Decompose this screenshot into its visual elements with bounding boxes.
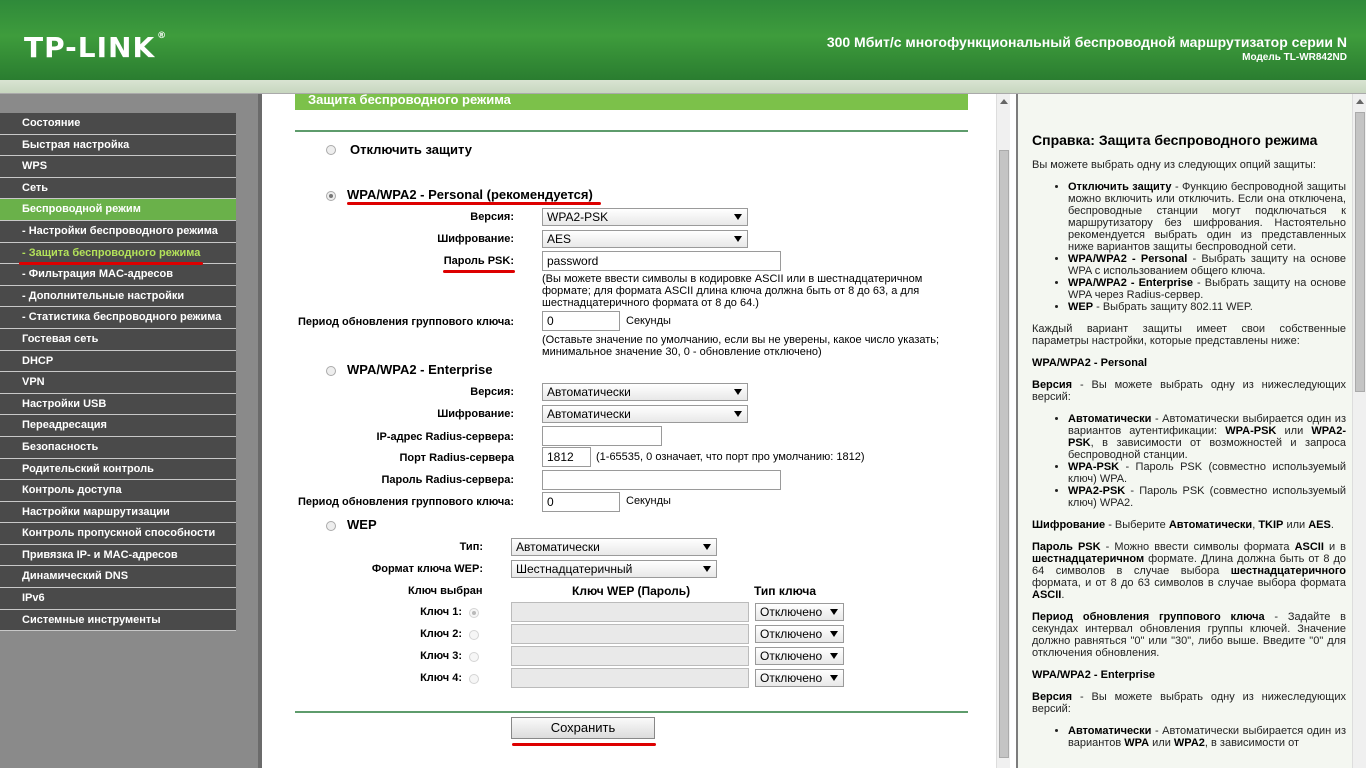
sidebar — [0, 94, 262, 768]
list-item: • WPA2-PSK - Пароль PSK (совместно используемый ключ) WPA2. — [1068, 485, 1346, 509]
option-personal-label: WPA/WPA2 - Personal (рекомендуется) — [347, 187, 593, 202]
list-item: • Автоматически - Автоматически выбирается один из вариантов аутентификации: WPA-PSK или WPA2-PSK, в зависимости от возможностей и запроса беспроводной станции. — [1068, 413, 1346, 461]
radius-port-label: Порт Radius-сервера — [399, 452, 514, 464]
sidebar-item-guest-network[interactable]: Гостевая сеть — [0, 329, 236, 351]
save-button[interactable]: Сохранить — [511, 717, 655, 739]
enterprise-version-select[interactable]: Автоматически — [542, 383, 748, 401]
chevron-down-icon — [734, 236, 742, 242]
sidebar-item-routing[interactable]: Настройки маршрутизации — [0, 502, 236, 524]
list-item: • Автоматически - Автоматически выбирается один из вариантов WPA или WPA2, в зависимости от — [1068, 725, 1346, 749]
chevron-down-icon — [830, 653, 838, 659]
personal-period-input[interactable]: 0 — [542, 311, 620, 331]
sidebar-item-status[interactable]: Состояние — [0, 113, 236, 135]
sidebar-item-quick-setup[interactable]: Быстрая настройка — [0, 135, 236, 157]
wep-key3-type-select[interactable]: Отключено — [755, 647, 844, 665]
scroll-up-icon[interactable] — [1356, 99, 1364, 104]
help-each: Каждый вариант защиты имеет свои собственные параметры настройки, которые представлены ниже: — [1032, 323, 1346, 347]
wep-type-label: Тип: — [459, 541, 483, 553]
page-title: Защита беспроводного режима — [295, 94, 968, 110]
sidebar-item-wireless-stats[interactable]: - Статистика беспроводного режима — [0, 307, 236, 329]
model-label: Модель TL-WR842ND — [1242, 52, 1347, 63]
highlight-underline — [347, 202, 601, 205]
sidebar-item-ipv6[interactable]: IPv6 — [0, 588, 236, 610]
radio-personal[interactable] — [326, 191, 336, 201]
help-personal-head: WPA/WPA2 - Personal — [1032, 357, 1148, 369]
wep-key4-type-select[interactable]: Отключено — [755, 669, 844, 687]
sidebar-item-wireless-security[interactable]: - Защита беспроводного режима — [0, 243, 236, 265]
personal-version-select[interactable]: WPA2-PSK — [542, 208, 748, 226]
psk-label: Пароль PSK: — [443, 255, 514, 267]
help-versions-list — [1054, 413, 1346, 509]
chevron-down-icon — [703, 544, 711, 550]
sidebar-item-security[interactable]: Безопасность — [0, 437, 236, 459]
wep-key4-radio[interactable] — [469, 674, 479, 684]
sidebar-item-wireless[interactable]: Беспроводной режим — [0, 199, 236, 221]
personal-seconds-label: Секунды — [626, 315, 671, 327]
enterprise-period-input[interactable]: 0 — [542, 492, 620, 512]
list-item: • WPA/WPA2 - Personal - Выбрать защиту на основе WPA с использованием общего ключа. — [1068, 253, 1346, 277]
header — [0, 0, 1366, 80]
wep-key3-input[interactable] — [511, 646, 749, 666]
sidebar-item-bandwidth[interactable]: Контроль пропускной способности — [0, 523, 236, 545]
divider — [295, 711, 968, 713]
help-psk: Пароль PSK - Можно ввести символы формата ASCII и в шестнадцатеричном формате. Длина должна быть от 8 до 64 символов в случае выбора шестнадцатеричного формата, и от 8 до 63 символов в случае выбора формата ASCII. — [1032, 541, 1346, 601]
wep-col-type: Тип ключа — [754, 584, 817, 598]
help-panel — [1016, 94, 1352, 768]
tp-link-logo: TP-LINK ® — [24, 31, 168, 64]
radius-pass-label: Пароль Radius-сервера: — [381, 474, 514, 486]
option-enterprise-label: WPA/WPA2 - Enterprise — [347, 362, 493, 377]
radio-enterprise[interactable] — [326, 366, 336, 376]
list-item: • WEP - Выбрать защиту 802.11 WEP. — [1068, 301, 1346, 313]
radius-ip-input[interactable] — [542, 426, 662, 446]
sidebar-item-forwarding[interactable]: Переадресация — [0, 415, 236, 437]
divider — [295, 130, 968, 132]
enterprise-period-label: Период обновления группового ключа: — [297, 496, 514, 508]
help-version2: Версия - Вы можете выбрать одну из нижеследующих версий: — [1032, 691, 1346, 715]
wep-format-select[interactable]: Шестнадцатеричный — [511, 560, 717, 578]
radius-ip-label: IP-адрес Radius-сервера: — [376, 431, 514, 443]
wep-col-key: Ключ WEP (Пароль) — [572, 584, 691, 598]
psk-input[interactable]: password — [542, 251, 781, 271]
wep-key1-label: Ключ 1: — [420, 606, 462, 618]
help-intro: Вы можете выбрать одну из следующих опций защиты: — [1032, 159, 1316, 171]
wep-key2-input[interactable] — [511, 624, 749, 644]
header-strip — [0, 80, 1366, 94]
chevron-down-icon — [830, 675, 838, 681]
help-versions2-list — [1054, 725, 1346, 749]
sidebar-item-parental-control[interactable]: Родительский контроль — [0, 459, 236, 481]
personal-cipher-label: Шифрование: — [437, 233, 514, 245]
main-scrollbar[interactable] — [996, 94, 1010, 768]
wep-key4-input[interactable] — [511, 668, 749, 688]
sidebar-item-wireless-settings[interactable]: - Настройки беспроводного режима — [0, 221, 236, 243]
sidebar-item-system-tools[interactable]: Системные инструменты — [0, 610, 236, 632]
highlight-underline — [443, 270, 515, 273]
wep-col-selected: Ключ выбран — [408, 585, 483, 597]
sidebar-item-wps[interactable]: WPS — [0, 156, 236, 178]
radius-port-note: (1-65535, 0 означает, что порт про умолчанию: 1812) — [596, 451, 865, 463]
radius-port-input[interactable]: 1812 — [542, 447, 591, 467]
sidebar-item-ddns[interactable]: Динамический DNS — [0, 566, 236, 588]
sidebar-item-ip-mac-binding[interactable]: Привязка IP- и MAC-адресов — [0, 545, 236, 567]
list-item: • Отключить защиту - Функцию беспроводной защиты можно включить или отключить. Если она отключена, беспроводные станции могут подключаться к маршрутизатору без шифрования. Настоятельно рекомендуется выбрать один из представленных ниже вариантов защиты беспроводной сети. — [1068, 181, 1346, 253]
scroll-up-icon[interactable] — [1000, 99, 1008, 104]
list-item: • WPA/WPA2 - Enterprise - Выбрать защиту на основе WPA через Radius-сервер. — [1068, 277, 1346, 301]
help-scrollbar[interactable] — [1352, 94, 1366, 768]
help-enterprise-head: WPA/WPA2 - Enterprise — [1032, 669, 1156, 681]
wep-key1-input[interactable] — [511, 602, 749, 622]
radio-disable[interactable] — [326, 145, 336, 155]
chevron-down-icon — [734, 389, 742, 395]
sidebar-menu — [0, 113, 236, 631]
sidebar-item-network[interactable]: Сеть — [0, 178, 236, 200]
wep-key2-label: Ключ 2: — [420, 628, 462, 640]
wep-key4-label: Ключ 4: — [420, 672, 462, 684]
highlight-underline — [512, 743, 656, 746]
period-note: (Оставьте значение по умолчанию, если вы не уверены, какое число указать; минимальное значение 30, 0 - обновление отключено) — [542, 334, 940, 358]
scrollbar-thumb[interactable] — [999, 150, 1009, 758]
chevron-down-icon — [734, 214, 742, 220]
wep-key1-radio[interactable] — [469, 608, 479, 618]
chevron-down-icon — [703, 566, 711, 572]
wep-key1-type-select[interactable]: Отключено — [755, 603, 844, 621]
psk-note: (Вы можете ввести символы в кодировке ASCII или в шестнадцатеричном формате; для формата ASCII длина ключа должна быть от 8 до 63, а для шестнадцатеричного формата от 8 до 64.) — [542, 273, 923, 309]
chevron-down-icon — [830, 609, 838, 615]
chevron-down-icon — [734, 411, 742, 417]
help-cipher: Шифрование - Выберите Автоматически, TKIP или AES. — [1032, 519, 1334, 531]
scrollbar-thumb[interactable] — [1355, 112, 1365, 392]
enterprise-cipher-label: Шифрование: — [437, 408, 514, 420]
sidebar-item-dhcp[interactable]: DHCP — [0, 351, 236, 373]
option-disable-label: Отключить защиту — [350, 142, 472, 157]
highlight-underline — [19, 262, 203, 265]
personal-period-label: Период обновления группового ключа: — [297, 316, 514, 328]
enterprise-cipher-select[interactable]: Автоматически — [542, 405, 748, 423]
help-options-list — [1054, 181, 1346, 313]
option-wep-label: WEP — [347, 517, 377, 532]
wep-key3-radio[interactable] — [469, 652, 479, 662]
wep-key3-label: Ключ 3: — [420, 650, 462, 662]
radio-wep[interactable] — [326, 521, 336, 531]
product-title: 300 Мбит/с многофункциональный беспроводной маршрутизатор серии N — [826, 34, 1347, 50]
help-title: Справка: Защита беспроводного режима — [1032, 132, 1318, 148]
wep-type-select[interactable]: Автоматически — [511, 538, 717, 556]
wep-format-label: Формат ключа WEP: — [371, 563, 483, 575]
help-version: Версия - Вы можете выбрать одну из нижеследующих версий: — [1032, 379, 1346, 403]
sidebar-item-vpn[interactable]: VPN — [0, 372, 236, 394]
personal-version-label: Версия: — [470, 211, 514, 223]
chevron-down-icon — [830, 631, 838, 637]
radius-pass-input[interactable] — [542, 470, 781, 490]
sidebar-item-access-control[interactable]: Контроль доступа — [0, 480, 236, 502]
help-period: Период обновления группового ключа - Задайте в секундах интервал обновления группы ключей. Значение должно равняться "0" или "30", либо выше. Введите "0" для отключения обновления. — [1032, 611, 1347, 659]
wep-key2-type-select[interactable]: Отключено — [755, 625, 844, 643]
sidebar-item-usb[interactable]: Настройки USB — [0, 394, 236, 416]
main-panel — [266, 94, 996, 768]
list-item: • WPA-PSK - Пароль PSK (совместно используемый ключ) WPA. — [1068, 461, 1346, 485]
personal-cipher-select[interactable]: AES — [542, 230, 748, 248]
sidebar-item-advanced[interactable]: - Дополнительные настройки — [0, 286, 236, 308]
wep-key2-radio[interactable] — [469, 630, 479, 640]
enterprise-seconds-label: Секунды — [626, 495, 671, 507]
enterprise-version-label: Версия: — [470, 386, 514, 398]
sidebar-item-mac-filtering[interactable]: - Фильтрация MAC-адресов — [0, 264, 236, 286]
